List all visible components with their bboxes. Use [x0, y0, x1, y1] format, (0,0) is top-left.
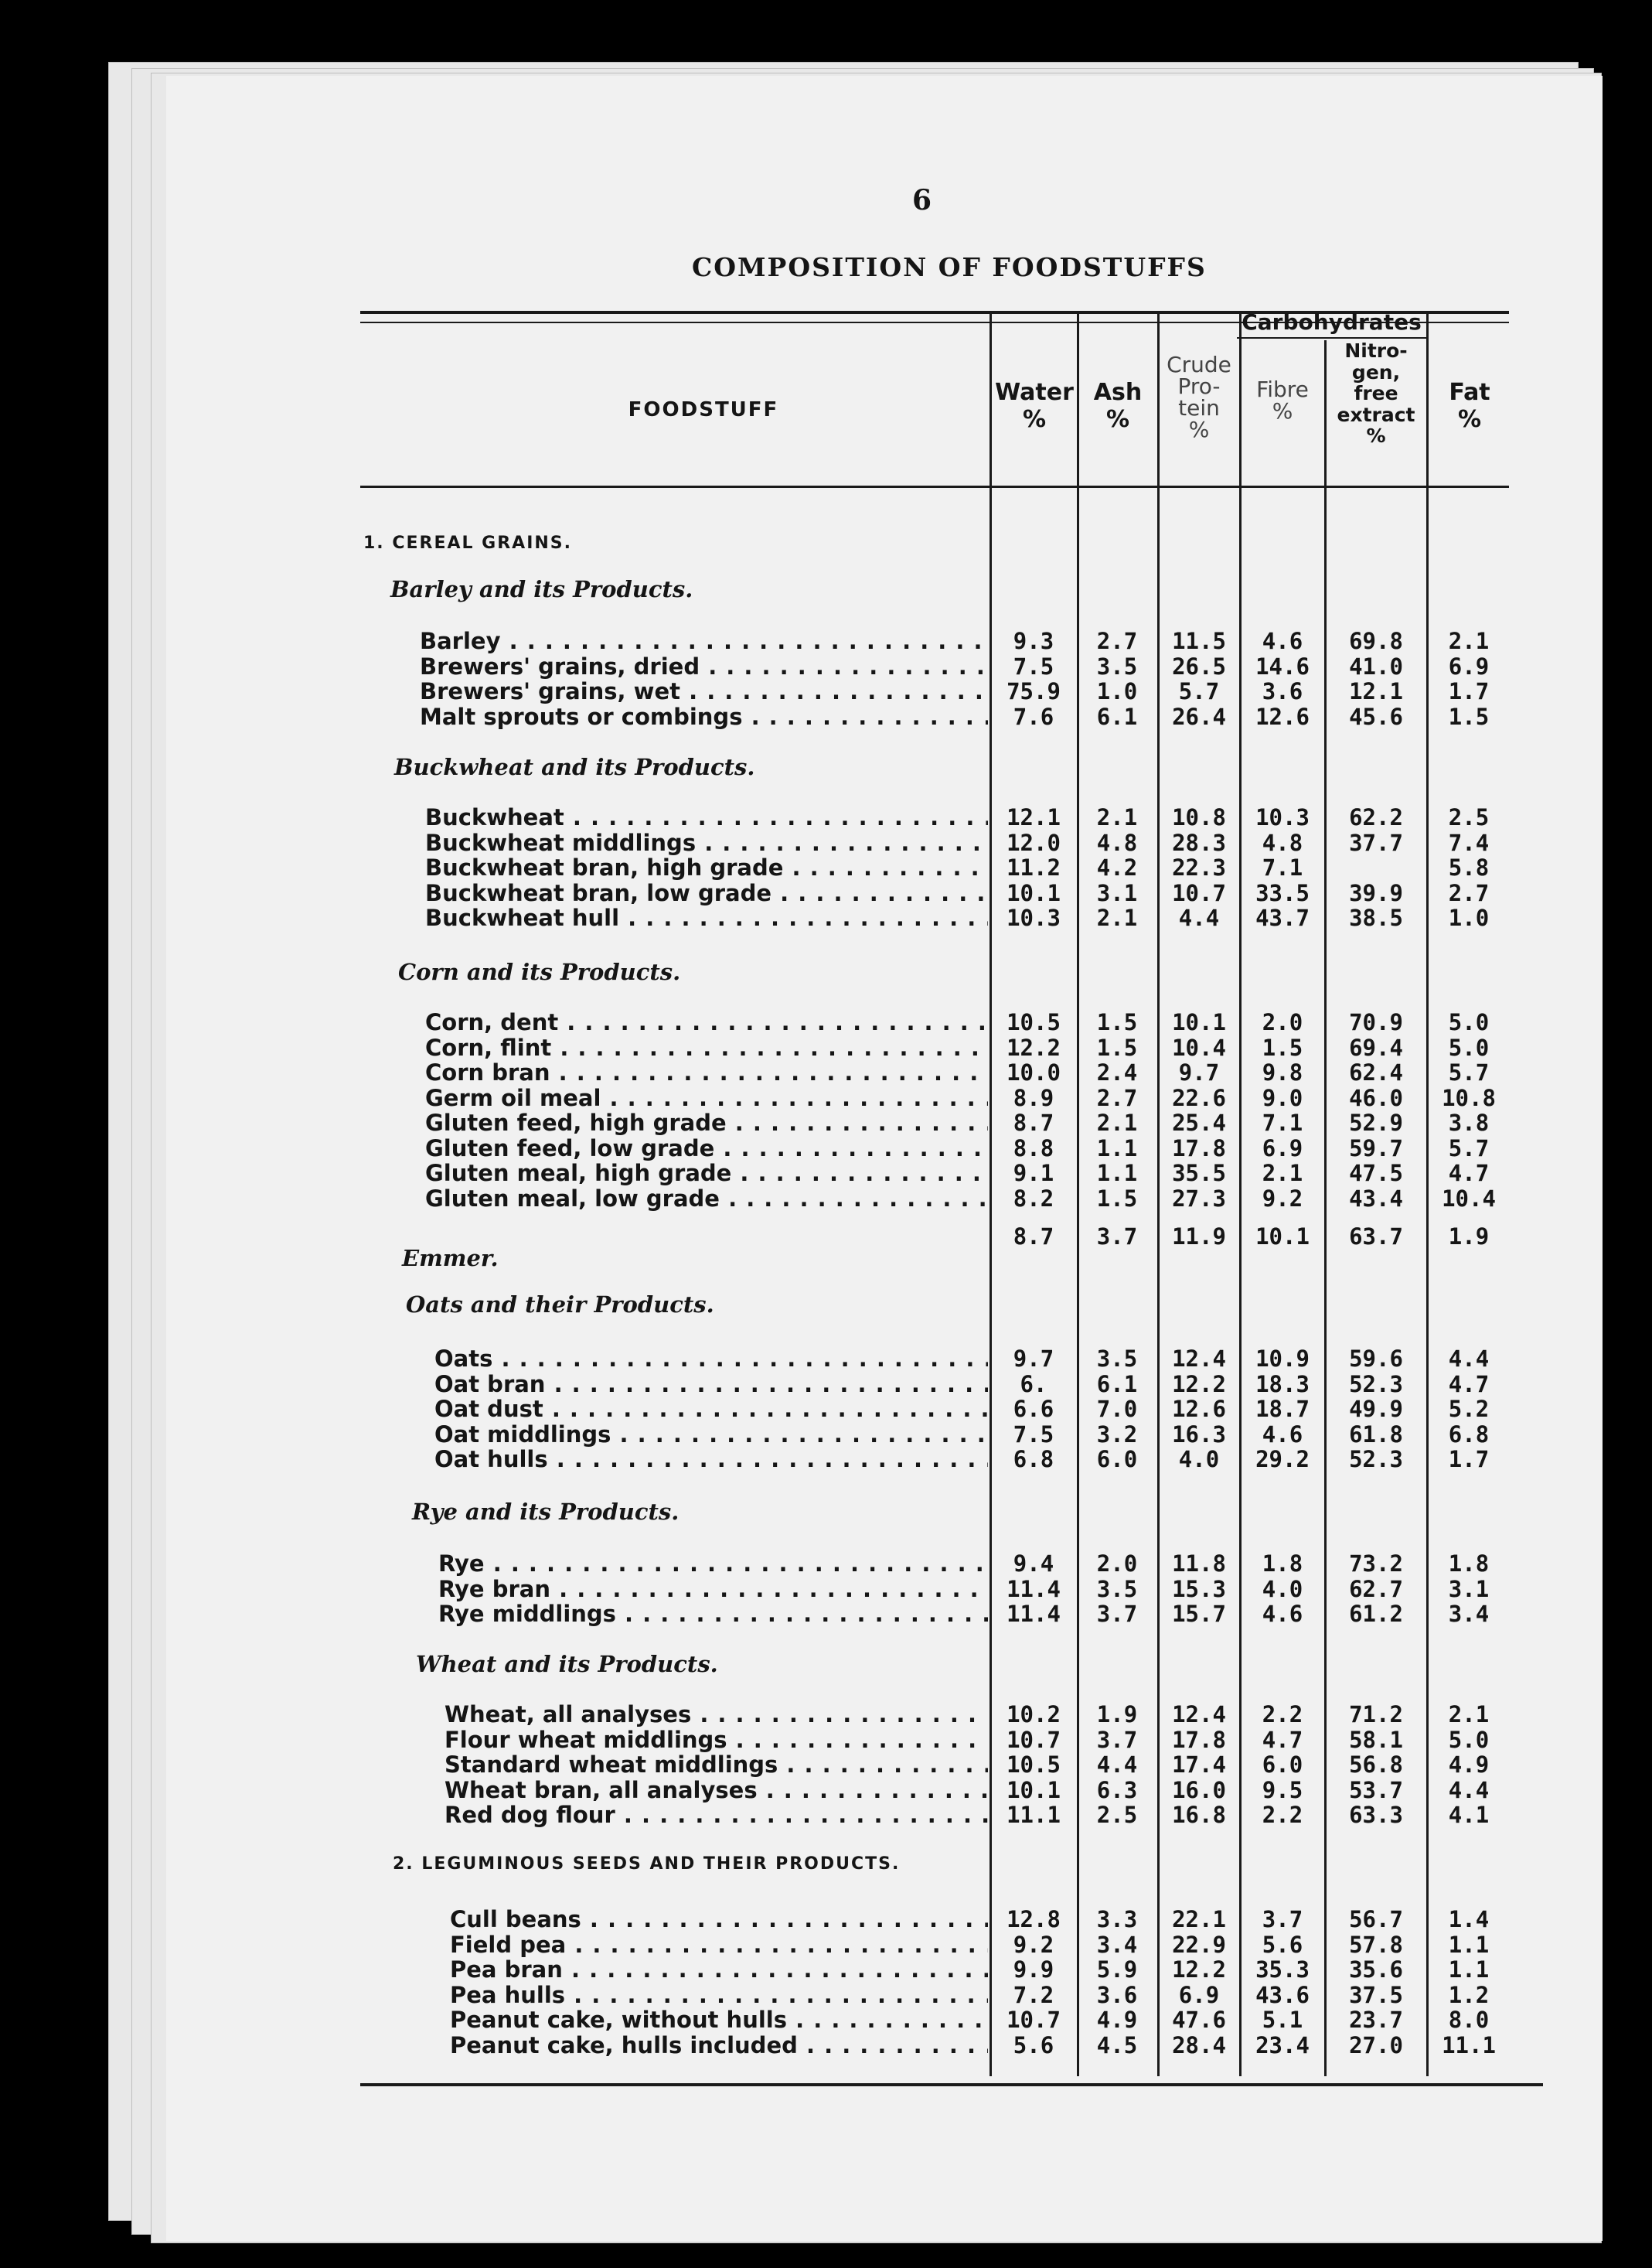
- page-number: 6: [912, 184, 932, 217]
- table-cell: 4.1: [1448, 1802, 1490, 1828]
- foodstuff-name: Buckwheat . . .: [425, 804, 988, 830]
- table-cell: 12.6: [1255, 703, 1310, 730]
- table-cell: 59.6: [1349, 1345, 1403, 1372]
- table-cell: 7.4: [1448, 829, 1490, 856]
- table-cell: 17.4: [1172, 1751, 1226, 1778]
- table-cell: 7.0: [1096, 1396, 1138, 1422]
- table-cell: 9.5: [1262, 1776, 1303, 1803]
- table-cell: 5.7: [1448, 1059, 1490, 1086]
- table-cell: 11.1: [1442, 2031, 1496, 2058]
- table-cell: 11.4: [1007, 1601, 1061, 1627]
- table-cell: 5.0: [1448, 1726, 1490, 1753]
- foodstuff-name: Gluten meal, low grade . . .: [425, 1185, 988, 1212]
- table-cell: 46.0: [1349, 1084, 1403, 1111]
- table-cell: 27.0: [1349, 2031, 1403, 2058]
- table-cell: 4.4: [1448, 1345, 1490, 1372]
- table-cell: 7.6: [1013, 703, 1054, 730]
- table-cell: 2.5: [1448, 804, 1490, 830]
- table-cell: 52.3: [1349, 1446, 1403, 1472]
- table-cell: 56.8: [1349, 1751, 1403, 1778]
- table-cell: 2.7: [1096, 1084, 1138, 1111]
- ash-header: Ash %: [1093, 379, 1143, 433]
- foodstuff-name: Pea bran . . .: [450, 1956, 988, 1983]
- table-cell: 12.1: [1349, 678, 1403, 704]
- header-bottom-rule: [360, 486, 1509, 488]
- table-cell: 25.4: [1172, 1110, 1226, 1136]
- table-cell: 12.1: [1007, 804, 1061, 830]
- table-cell: 5.0: [1448, 1034, 1490, 1061]
- foodstuff-name: Red dog flour . . .: [445, 1802, 988, 1828]
- foodstuff-name: Peanut cake, without hulls . . .: [450, 2007, 988, 2033]
- table-cell: 57.8: [1349, 1931, 1403, 1958]
- table-cell: 10.1: [1007, 1776, 1061, 1803]
- table-cell: 61.8: [1349, 1420, 1403, 1448]
- table-cell: 7.1: [1262, 1110, 1303, 1136]
- table-cell: 3.5: [1096, 653, 1138, 680]
- table-cell: 26.4: [1172, 703, 1226, 730]
- foodstuff-name: Rye . . .: [438, 1550, 988, 1577]
- foodstuff-name: Barley . . .: [420, 628, 988, 654]
- table-cell: 15.7: [1172, 1601, 1226, 1627]
- table-cell: 8.0: [1448, 2007, 1490, 2033]
- table-cell: 3.1: [1096, 879, 1138, 906]
- table-cell: 4.4: [1448, 1776, 1490, 1803]
- table-cell: 12.0: [1007, 829, 1061, 856]
- table-cell: 16.8: [1172, 1802, 1226, 1828]
- table-cell: 3.7: [1262, 1906, 1303, 1932]
- table-cell: 4.4: [1096, 1751, 1138, 1778]
- table-cell: 10.4: [1442, 1185, 1496, 1212]
- table-cell: 7.1: [1262, 854, 1303, 881]
- table-cell: 4.6: [1262, 1601, 1303, 1627]
- table-cell: 47.6: [1172, 2007, 1226, 2033]
- table-cell: 8.8: [1013, 1134, 1054, 1161]
- table-cell: 10.9: [1255, 1345, 1310, 1372]
- table-cell: 56.7: [1349, 1906, 1403, 1932]
- section-heading: 2. LEGUMINOUS SEEDS AND THEIR PRODUCTS.: [393, 1854, 901, 1874]
- foodstuff-name: Buckwheat middlings . . .: [425, 830, 988, 856]
- table-cell: 8.7: [1013, 1110, 1054, 1136]
- table-cell: 10.5: [1007, 1751, 1061, 1778]
- table-cell: 16.3: [1172, 1420, 1226, 1448]
- column-divider: [989, 313, 992, 2076]
- column-divider: [1324, 340, 1327, 2076]
- table-cell: 18.3: [1255, 1370, 1310, 1397]
- nitrogen-free-extract-header: Nitro- gen, free extract %: [1337, 339, 1415, 447]
- table-cell: 2.4: [1096, 1059, 1138, 1086]
- table-cell: 9.9: [1013, 1956, 1054, 1983]
- table-cell: 12.4: [1172, 1701, 1226, 1727]
- table-cell: 69.8: [1349, 628, 1403, 654]
- foodstuff-name: Rye bran . . .: [438, 1576, 988, 1602]
- table-cell: 11.8: [1172, 1550, 1226, 1577]
- table-cell: 23.4: [1255, 2031, 1310, 2058]
- table-cell: 61.2: [1349, 1601, 1403, 1627]
- foodstuff-name: Rye middlings . . .: [438, 1601, 988, 1627]
- table-cell: 6.: [1020, 1370, 1047, 1397]
- table-cell: 52.9: [1349, 1110, 1403, 1136]
- foodstuff-name: Wheat, all analyses . . .: [445, 1701, 988, 1727]
- table-cell: 12.2: [1172, 1956, 1226, 1983]
- table-cell: 17.8: [1172, 1134, 1226, 1161]
- table-cell: 3.6: [1262, 678, 1303, 704]
- table-cell: 4.9: [1448, 1751, 1490, 1778]
- table-cell: 6.9: [1262, 1134, 1303, 1161]
- water-header: Water %: [995, 379, 1074, 433]
- table-cell: 11.9: [1172, 1223, 1226, 1250]
- table-cell: 6.1: [1096, 1370, 1138, 1397]
- table-cell: 6.9: [1448, 653, 1490, 680]
- table-cell: 22.3: [1172, 854, 1226, 881]
- table-cell: 12.4: [1172, 1345, 1226, 1372]
- table-cell: 9.7: [1013, 1345, 1054, 1372]
- table-cell: 1.7: [1448, 678, 1490, 704]
- table-cell: 43.6: [1255, 1981, 1310, 2008]
- table-cell: 6.0: [1096, 1446, 1138, 1472]
- table-cell: 3.2: [1096, 1420, 1138, 1448]
- foodstuff-name: Peanut cake, hulls included . . .: [450, 2032, 988, 2058]
- table-cell: 62.2: [1349, 804, 1403, 830]
- table-cell: 5.2: [1448, 1396, 1490, 1422]
- table-cell: 4.6: [1262, 1420, 1303, 1448]
- table-cell: 5.0: [1448, 1009, 1490, 1035]
- table-cell: 5.1: [1262, 2007, 1303, 2033]
- table-cell: 14.6: [1255, 653, 1310, 680]
- table-cell: 2.2: [1262, 1701, 1303, 1727]
- table-cell: 2.1: [1096, 804, 1138, 830]
- table-cell: 33.5: [1255, 879, 1310, 906]
- table-cell: 39.9: [1349, 879, 1403, 906]
- table-cell: 3.4: [1448, 1601, 1490, 1627]
- table-cell: 1.0: [1448, 905, 1490, 931]
- table-cell: 12.2: [1172, 1370, 1226, 1397]
- table-cell: 5.6: [1013, 2031, 1054, 2058]
- table-cell: 4.0: [1262, 1575, 1303, 1602]
- table-cell: 2.1: [1096, 1110, 1138, 1136]
- foodstuff-name: Gluten meal, high grade . . .: [425, 1160, 988, 1186]
- foodstuff-name: Oat dust . . .: [434, 1396, 988, 1422]
- table-cell: 35.6: [1349, 1956, 1403, 1983]
- table-cell: 4.0: [1178, 1446, 1220, 1472]
- table-cell: 1.1: [1096, 1134, 1138, 1161]
- table-cell: 29.2: [1255, 1446, 1310, 1472]
- foodstuff-name: Wheat bran, all analyses . . .: [445, 1777, 988, 1803]
- table-cell: 49.9: [1349, 1396, 1403, 1422]
- foodstuff-name: Gluten feed, low grade . . .: [425, 1135, 988, 1161]
- table-cell: 18.7: [1255, 1396, 1310, 1422]
- table-cell: 69.4: [1349, 1034, 1403, 1061]
- table-cell: 10.8: [1442, 1084, 1496, 1111]
- table-cell: 22.6: [1172, 1084, 1226, 1111]
- table-cell: 3.4: [1096, 1931, 1138, 1958]
- table-cell: 1.0: [1096, 678, 1138, 704]
- group-heading: Corn and its Products.: [398, 959, 681, 985]
- table-cell: 11.1: [1007, 1802, 1061, 1828]
- table-cell: 10.7: [1007, 1726, 1061, 1753]
- table-cell: 1.1: [1096, 1160, 1138, 1186]
- foodstuff-name: Standard wheat middlings . . .: [445, 1751, 988, 1778]
- table-cell: 4.8: [1096, 829, 1138, 856]
- table-cell: 5.7: [1178, 678, 1220, 704]
- table-cell: 9.7: [1178, 1059, 1220, 1086]
- foodstuff-name: Brewers' grains, dried . . .: [420, 653, 988, 680]
- table-cell: 10.1: [1007, 879, 1061, 906]
- table-cell: 62.7: [1349, 1575, 1403, 1602]
- table-cell: 4.5: [1096, 2031, 1138, 2058]
- table-cell: 6.1: [1096, 703, 1138, 730]
- table-cell: 6.9: [1178, 1981, 1220, 2008]
- group-heading: Buckwheat and its Products.: [394, 754, 755, 780]
- table-cell: 3.7: [1096, 1601, 1138, 1627]
- table-cell: 63.7: [1349, 1223, 1403, 1250]
- table-cell: 10.2: [1007, 1701, 1061, 1727]
- table-cell: 4.7: [1448, 1160, 1490, 1186]
- table-cell: 35.3: [1255, 1956, 1310, 1983]
- table-cell: 2.5: [1096, 1802, 1138, 1828]
- foodstuff-name: Oat hulls . . .: [434, 1446, 988, 1472]
- table-cell: 45.6: [1349, 703, 1403, 730]
- carbohydrates-rule: [1237, 337, 1426, 339]
- table-cell: 38.5: [1349, 905, 1403, 931]
- table-cell: 2.1: [1448, 1701, 1490, 1727]
- table-cell: 1.5: [1262, 1034, 1303, 1061]
- foodstuff-name: Pea hulls . . .: [450, 1982, 988, 2008]
- table-cell: 41.0: [1349, 653, 1403, 680]
- table-cell: 2.1: [1262, 1160, 1303, 1186]
- table-cell: 47.5: [1349, 1160, 1403, 1186]
- table-cell: 1.5: [1096, 1034, 1138, 1061]
- crude-protein-header: Crude Pro- tein %: [1167, 352, 1231, 442]
- table-cell: 9.8: [1262, 1059, 1303, 1086]
- table-cell: 10.7: [1172, 879, 1226, 906]
- foodstuff-header: FOODSTUFF: [628, 398, 779, 421]
- table-cell: 16.0: [1172, 1776, 1226, 1803]
- table-cell: 3.6: [1096, 1981, 1138, 2008]
- table-cell: 1.9: [1096, 1701, 1138, 1727]
- table-cell: 1.4: [1448, 1906, 1490, 1932]
- table-cell: 73.2: [1349, 1550, 1403, 1577]
- table-cell: 2.0: [1262, 1009, 1303, 1035]
- table-cell: 3.7: [1096, 1726, 1138, 1753]
- table-cell: 17.8: [1172, 1726, 1226, 1753]
- table-cell: 35.5: [1172, 1160, 1226, 1186]
- table-cell: 3.5: [1096, 1575, 1138, 1602]
- table-cell: 4.6: [1262, 628, 1303, 654]
- table-cell: 2.1: [1448, 628, 1490, 654]
- table-cell: 10.3: [1007, 905, 1061, 931]
- table-cell: 6.6: [1013, 1396, 1054, 1422]
- table-cell: 5.6: [1262, 1931, 1303, 1958]
- table-cell: 3.8: [1448, 1110, 1490, 1136]
- foodstuff-name: Brewers' grains, wet . . .: [420, 678, 988, 704]
- foodstuff-name: Oats . . .: [434, 1345, 988, 1372]
- table-cell: 8.2: [1013, 1185, 1054, 1212]
- carbohydrates-header: Carbohydrates: [1242, 309, 1422, 335]
- table-cell: 5.8: [1448, 854, 1490, 881]
- column-divider: [1157, 313, 1160, 2076]
- table-cell: 2.7: [1096, 628, 1138, 654]
- table-cell: 9.2: [1013, 1931, 1054, 1958]
- table-cell: 1.5: [1448, 703, 1490, 730]
- foodstuff-name: Field pea . . .: [450, 1932, 988, 1958]
- table-cell: 2.1: [1096, 905, 1138, 931]
- table-cell: 1.1: [1448, 1931, 1490, 1958]
- table-cell: 9.0: [1262, 1084, 1303, 1111]
- table-cell: 62.4: [1349, 1059, 1403, 1086]
- table-cell: 2.2: [1262, 1802, 1303, 1828]
- table-cell: 3.3: [1096, 1906, 1138, 1932]
- table-cell: 10.4: [1172, 1034, 1226, 1061]
- table-cell: 26.5: [1172, 653, 1226, 680]
- table-cell: 5.7: [1448, 1134, 1490, 1161]
- table-cell: 75.9: [1007, 678, 1061, 704]
- foodstuff-name: Buckwheat bran, high grade . . .: [425, 854, 988, 881]
- group-heading: Emmer.: [402, 1245, 499, 1271]
- fibre-header: Fibre %: [1256, 377, 1309, 424]
- table-cell: 3.1: [1448, 1575, 1490, 1602]
- table-cell: 3.7: [1096, 1223, 1138, 1250]
- table-cell: 22.1: [1172, 1906, 1226, 1932]
- foodstuff-name: Corn, flint . . .: [425, 1035, 988, 1061]
- table-cell: 4.7: [1448, 1370, 1490, 1397]
- table-cell: 43.4: [1349, 1185, 1403, 1212]
- foodstuff-name: Oat bran . . .: [434, 1371, 988, 1397]
- table-cell: 58.1: [1349, 1726, 1403, 1753]
- foodstuff-name: Buckwheat hull . . .: [425, 905, 988, 931]
- table-cell: 28.3: [1172, 829, 1226, 856]
- table-cell: 9.1: [1013, 1160, 1054, 1186]
- table-cell: 11.5: [1172, 628, 1226, 654]
- table-cell: 1.9: [1448, 1223, 1490, 1250]
- table-cell: 5.9: [1096, 1956, 1138, 1983]
- table-cell: 1.8: [1262, 1550, 1303, 1577]
- table-cell: 71.2: [1349, 1701, 1403, 1727]
- table-cell: 6.8: [1448, 1420, 1490, 1448]
- table-cell: 9.4: [1013, 1550, 1054, 1577]
- table-cell: 12.6: [1172, 1396, 1226, 1422]
- table-cell: 10.3: [1255, 804, 1310, 830]
- table-cell: 53.7: [1349, 1776, 1403, 1803]
- table-cell: 8.9: [1013, 1084, 1054, 1111]
- table-cell: 9.2: [1262, 1185, 1303, 1212]
- table-cell: 22.9: [1172, 1931, 1226, 1958]
- table-cell: 4.2: [1096, 854, 1138, 881]
- table-cell: 52.3: [1349, 1370, 1403, 1397]
- table-cell: 4.8: [1262, 829, 1303, 856]
- foodstuff-name: Germ oil meal . . .: [425, 1085, 988, 1111]
- table-cell: 7.5: [1013, 653, 1054, 680]
- foodstuff-name: Flour wheat middlings . . .: [445, 1727, 988, 1753]
- table-cell: 3.5: [1096, 1345, 1138, 1372]
- table-cell: 8.7: [1013, 1223, 1054, 1250]
- table-cell: 11.2: [1007, 854, 1061, 881]
- table-cell: 10.7: [1007, 2007, 1061, 2033]
- table-cell: 7.5: [1013, 1420, 1054, 1448]
- foodstuff-name: Gluten feed, high grade . . .: [425, 1110, 988, 1136]
- table-cell: 1.7: [1448, 1446, 1490, 1472]
- table-cell: 1.5: [1096, 1185, 1138, 1212]
- table-cell: 37.5: [1349, 1981, 1403, 2008]
- table-cell: 10.5: [1007, 1009, 1061, 1035]
- table-cell: 1.8: [1448, 1550, 1490, 1577]
- group-heading: Wheat and its Products.: [416, 1651, 718, 1677]
- table-cell: 1.2: [1448, 1981, 1490, 2008]
- table-cell: 37.7: [1349, 829, 1403, 856]
- table-cell: 10.1: [1172, 1009, 1226, 1035]
- table-cell: 4.7: [1262, 1726, 1303, 1753]
- table-cell: 6.8: [1013, 1446, 1054, 1472]
- foodstuff-name: Buckwheat bran, low grade . . .: [425, 880, 988, 906]
- section-heading: 1. CEREAL GRAINS.: [363, 534, 572, 553]
- group-heading: Oats and their Products.: [406, 1291, 714, 1318]
- table-cell: 2.0: [1096, 1550, 1138, 1577]
- table-cell: 28.4: [1172, 2031, 1226, 2058]
- table-cell: 9.3: [1013, 628, 1054, 654]
- table-cell: 10.8: [1172, 804, 1226, 830]
- table-cell: 27.3: [1172, 1185, 1226, 1212]
- group-heading: Rye and its Products.: [412, 1499, 680, 1525]
- table-cell: 43.7: [1255, 905, 1310, 931]
- table-cell: 6.0: [1262, 1751, 1303, 1778]
- foodstuff-name: Cull beans . . .: [450, 1906, 988, 1932]
- table-cell: 2.7: [1448, 879, 1490, 906]
- table-cell: 59.7: [1349, 1134, 1403, 1161]
- table-cell: 11.4: [1007, 1575, 1061, 1602]
- foodstuff-name: Corn, dent . . .: [425, 1009, 988, 1035]
- foodstuff-name: Corn bran . . .: [425, 1059, 988, 1086]
- table-cell: 1.5: [1096, 1009, 1138, 1035]
- column-divider: [1426, 313, 1429, 2076]
- page-title: COMPOSITION OF FOODSTUFFS: [692, 252, 1207, 282]
- table-cell: 63.3: [1349, 1802, 1403, 1828]
- table-cell: 4.4: [1178, 905, 1220, 931]
- table-cell: 12.8: [1007, 1906, 1061, 1932]
- table-cell: 4.9: [1096, 2007, 1138, 2033]
- table-cell: 7.2: [1013, 1981, 1054, 2008]
- group-heading: Barley and its Products.: [390, 576, 693, 602]
- table-cell: 15.3: [1172, 1575, 1226, 1602]
- column-divider: [1239, 313, 1242, 2076]
- fat-header: Fat %: [1449, 379, 1490, 433]
- foodstuff-name: Malt sprouts or combings . . .: [420, 704, 988, 730]
- table-bottom-rule: [360, 2083, 1543, 2086]
- table-cell: 12.2: [1007, 1034, 1061, 1061]
- table-cell: 10.1: [1255, 1223, 1310, 1250]
- table-cell: 10.0: [1007, 1059, 1061, 1086]
- table-cell: 23.7: [1349, 2007, 1403, 2033]
- table-cell: 6.3: [1096, 1776, 1138, 1803]
- foodstuff-name: Oat middlings . . .: [434, 1421, 988, 1448]
- table-cell: 1.1: [1448, 1956, 1490, 1983]
- table-cell: 70.9: [1349, 1009, 1403, 1035]
